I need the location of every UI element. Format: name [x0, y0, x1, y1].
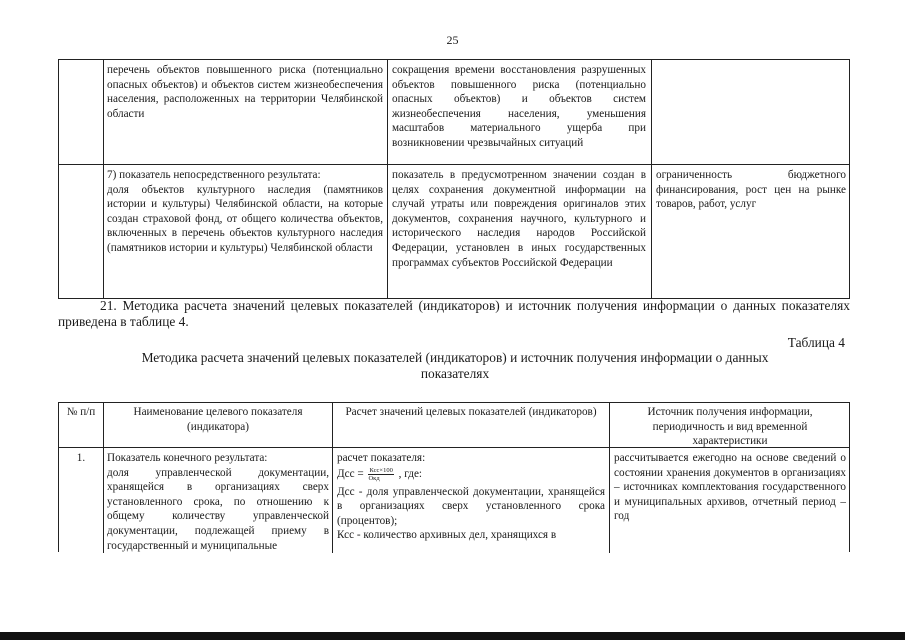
indicator-name-description: доля управленческой документации, хранящейся в организациях сверх установленного срока, по отношению к общему количеству управленческой документации, подлежащей приему в государственный и муниципальные — [107, 466, 329, 552]
row2-risk-cell: ограниченность бюджетного финансирования, рост цен на рынке товаров, работ, услуг — [656, 169, 846, 211]
paragraph-21: 21. Методика расчета значений целевых показателей (индикаторов) и источник получения информации о данных показателях приведена в таблице 4. — [58, 298, 850, 329]
calculation-definition-dss: Дсс - доля управленческой документации, хранящейся в организациях сверх установленного срока (процентов); — [337, 485, 605, 527]
column-divider — [651, 60, 652, 298]
calculation-definition-kss: Ксс - количество архивных дел, хранящихся в — [337, 529, 557, 542]
row1-object-list-cell: перечень объектов повышенного риска (потенциально опасных объектов) и объектов систем жизнеобеспечения населения, расположенных на территории Челябинской области — [107, 64, 383, 120]
formula-tail: , где: — [398, 467, 423, 480]
column-divider — [103, 60, 104, 298]
scan-edge-bar — [0, 632, 905, 640]
table-4 — [58, 402, 850, 552]
page-number: 25 — [446, 33, 459, 47]
header-number: № п/п — [66, 406, 96, 418]
row2-indicator-cell — [107, 168, 383, 256]
formula-numerator: Ксс×100 — [369, 466, 393, 474]
column-divider — [387, 60, 388, 298]
formula-fraction — [368, 467, 393, 482]
indicator-name-cell — [107, 451, 329, 553]
header-calculation: Расчет значений целевых показателей (индикаторов) — [345, 406, 597, 418]
source-cell: рассчитывается ежегодно на основе сведений о состоянии хранения документов в организациях – источниках комплектования государственного и муниципальных архивов, отчетный период – год — [614, 452, 846, 523]
header-source: Источник получения информации, периодичность и вид временной характеристики — [647, 406, 813, 447]
formula-denominator: Окд — [368, 474, 380, 482]
table-label: Таблица 4 — [787, 335, 845, 350]
row-divider — [59, 164, 849, 165]
calculation-formula — [337, 467, 605, 482]
row2-rationale-cell: показатель в предусмотренном значении создан в целях сохранения документной информации на случай утраты или повреждения оригиналов этих документов, сохранения научного, культурного и исторического наследия народов Российской Федерации, установлен в иных государственных программах субъектов Российской Федерации — [392, 169, 646, 269]
header-indicator-name: Наименование целевого показателя (индикатора) — [133, 406, 303, 433]
indicator-name-heading: Показатель конечного результата: — [107, 452, 268, 464]
indicator-heading: 7) показатель непосредственного результата: — [107, 169, 321, 181]
continuation-table — [58, 59, 850, 299]
column-divider — [103, 403, 104, 553]
calculation-intro: расчет показателя: — [337, 452, 426, 464]
calculation-cell — [337, 451, 605, 543]
indicator-description: доля объектов культурного наследия (памятников истории и культуры) Челябинской области, на которые создан страховой фонд, от общего количества объектов, включенных в перечень объектов культурного наследия (памятников истории и культуры) Челябинской области — [107, 183, 383, 254]
column-divider — [609, 403, 610, 553]
formula-lhs: Дсс = — [337, 467, 364, 480]
row1-purpose-cell: сокращения времени восстановления разрушенных объектов повышенного риска (потенциально опасных объектов) и объектов систем жизнеобеспечения населения, уменьшения масштабов материального ущерба при возникновении чрезвычайных ситуаций — [392, 64, 646, 149]
table-title: Методика расчета значений целевых показателей (индикаторов) и источник получения информации о данных показателях — [141, 350, 769, 381]
row-number: 1. — [76, 452, 86, 464]
column-divider — [332, 403, 333, 553]
